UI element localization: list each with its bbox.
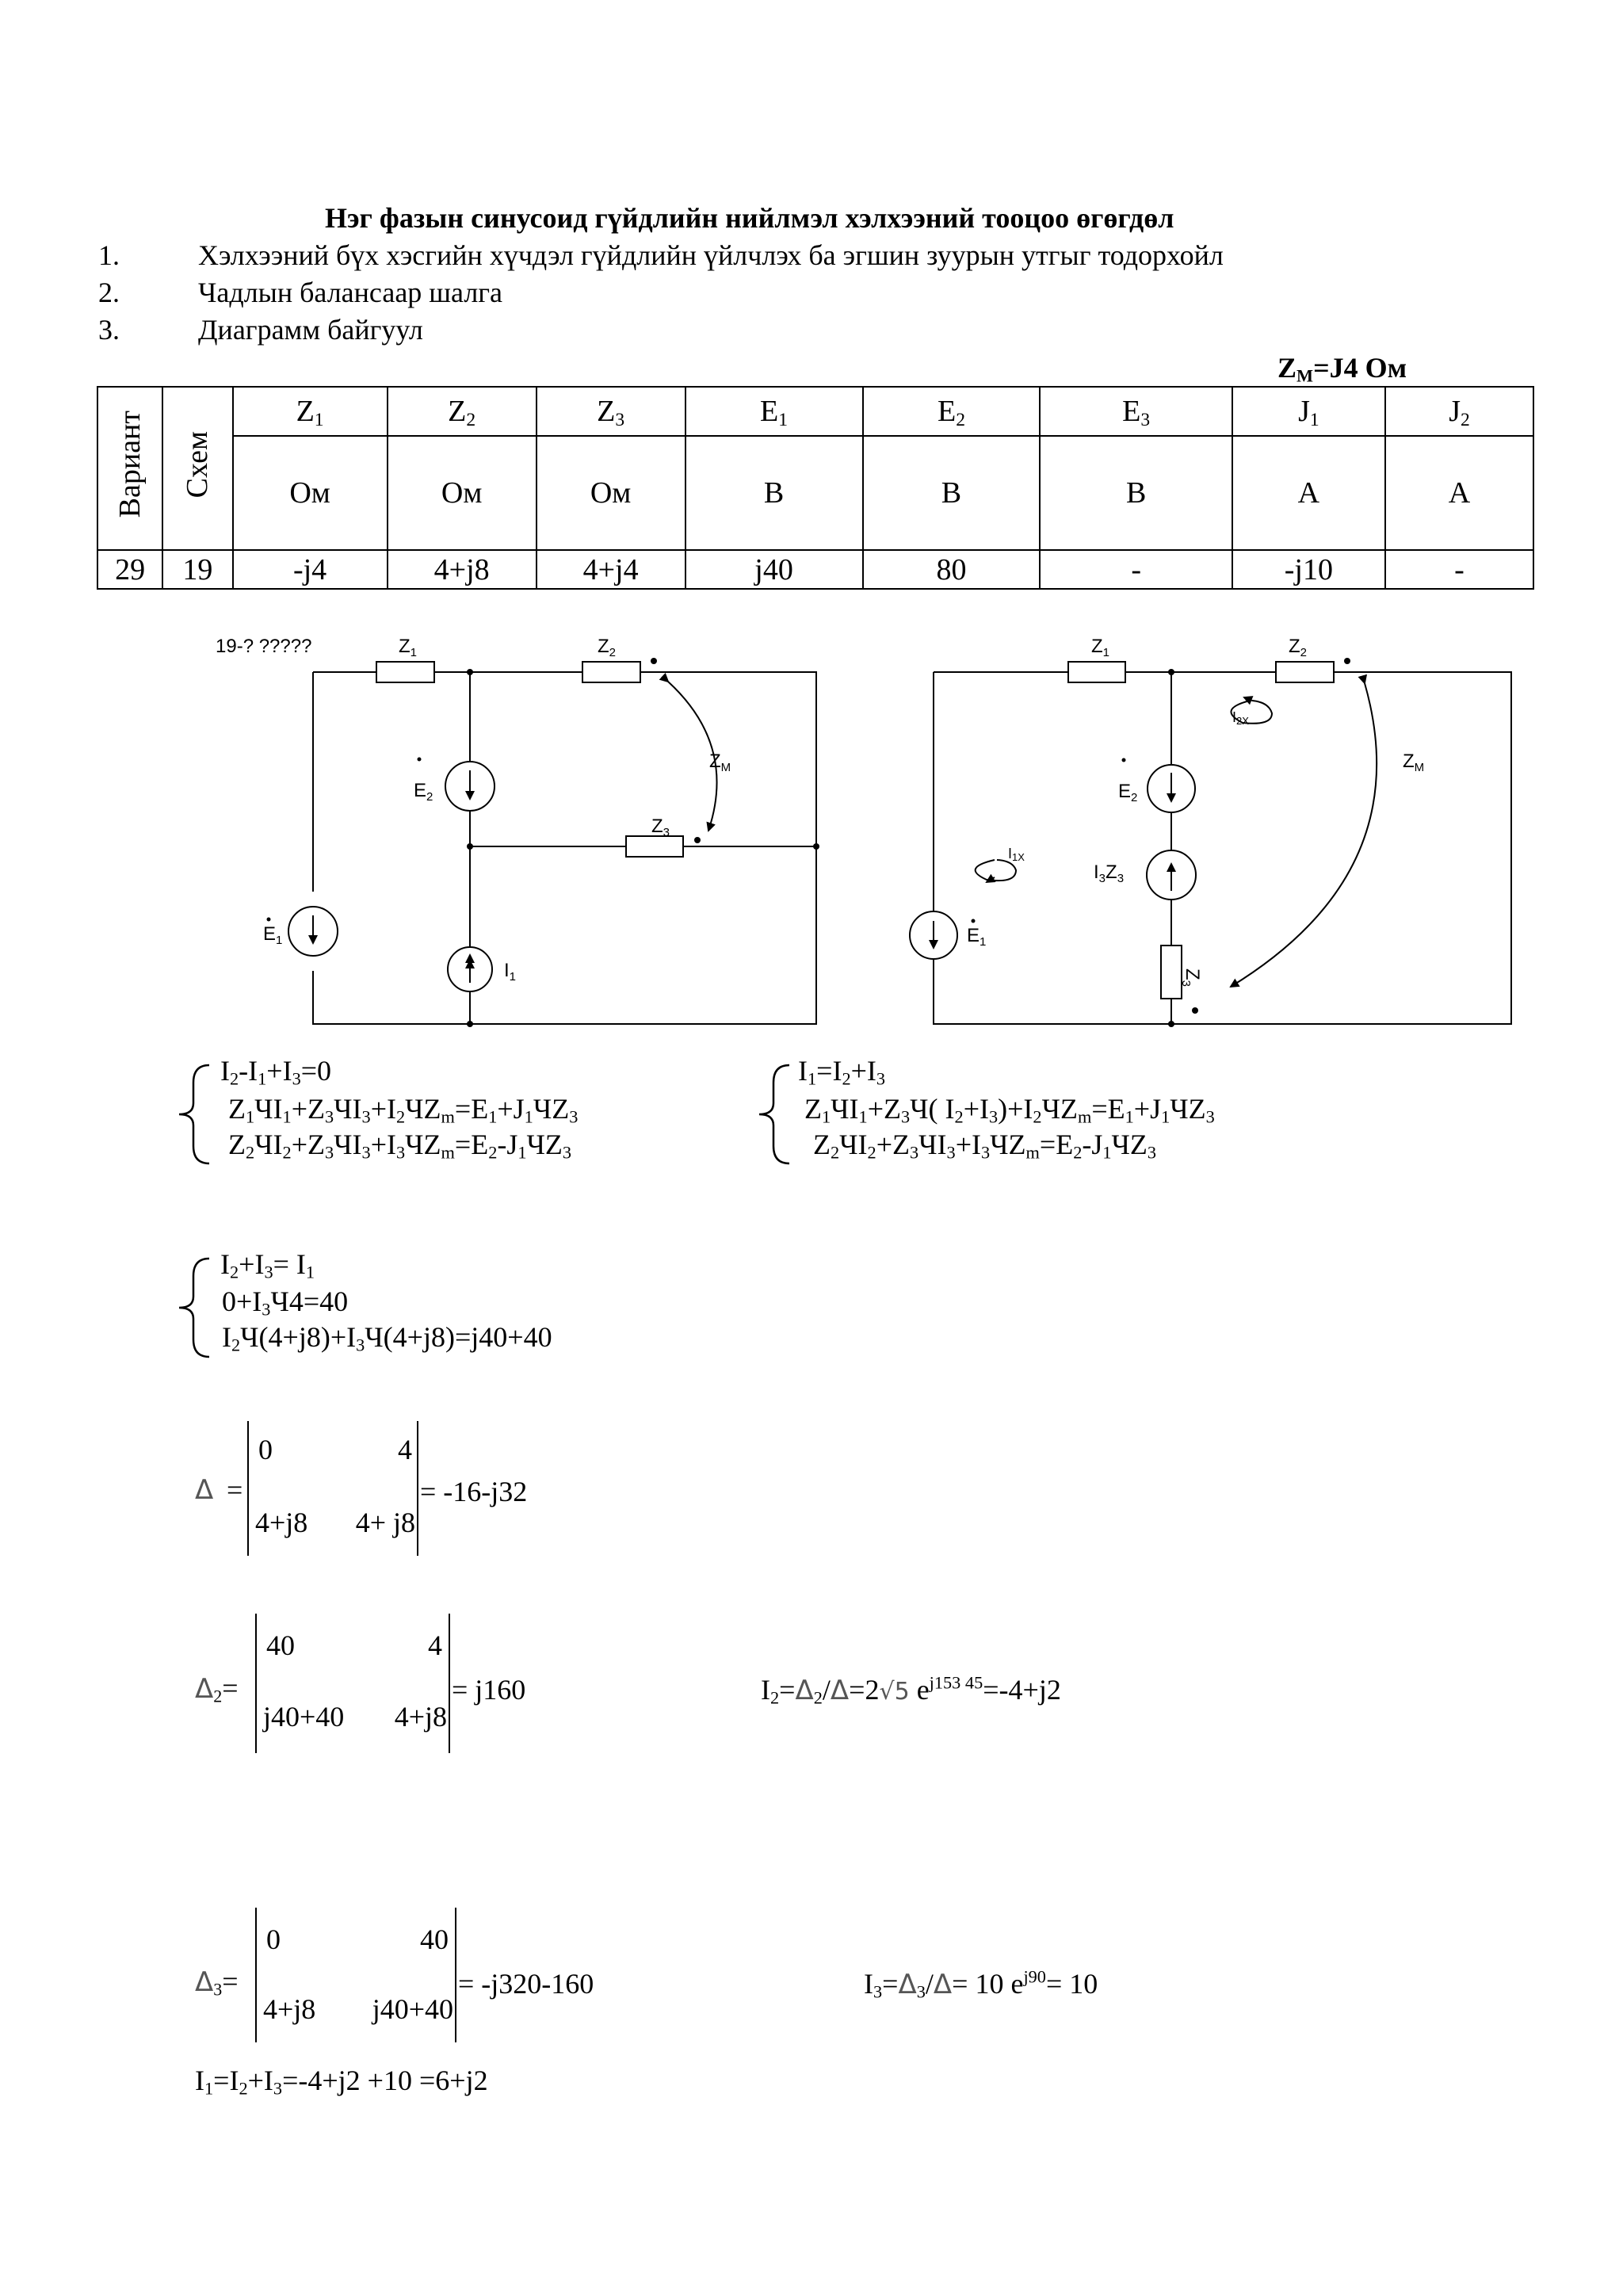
det-cell: 40	[266, 1629, 295, 1661]
delta-symbol: Δ	[195, 1474, 214, 1506]
delta-result: = -16-j32	[420, 1476, 528, 1507]
unit-cell: Ом	[233, 436, 388, 550]
loop-1x-arrow	[976, 860, 1016, 881]
polarity-dot	[694, 837, 701, 843]
node	[813, 843, 819, 850]
node	[1168, 1021, 1174, 1027]
system3-eq2: $0+I_3Ч4=40$	[222, 1286, 349, 1320]
i2-result: $I_2=\Delta_2/\Delta=2√5$ $e^{j153 45}=-4+j2$	[761, 1672, 1061, 1708]
value-cell: 80	[863, 550, 1041, 589]
col-header-e2: $E_2$	[863, 387, 1041, 436]
resistor-z2	[1276, 662, 1334, 682]
resistor-z2	[582, 662, 640, 682]
determinant-delta2	[255, 1614, 450, 1753]
label-i2x: I2X	[1232, 709, 1249, 727]
label-z3: $Z_3$	[651, 816, 670, 839]
node	[1168, 669, 1174, 675]
det-cell: j40+40	[263, 1701, 345, 1733]
value-cell: -j10	[1232, 550, 1385, 589]
unit-cell: А	[1385, 436, 1533, 550]
zm-note: $Z_M=J4$ Ом	[1277, 352, 1407, 386]
task-number-1: 1.	[98, 239, 120, 271]
resistor-z1	[1068, 662, 1125, 682]
circuit2-wires	[934, 672, 1511, 1024]
system3-eq3: $I_2Ч(4+j8)+I_3Ч(4+j8)=j40+40$	[222, 1321, 552, 1355]
table-unit-row	[97, 436, 1533, 550]
label-e2: $E_2$	[414, 780, 433, 804]
label-i1: $I_1$	[504, 960, 517, 984]
unit-cell: В	[863, 436, 1041, 550]
e1-dot	[267, 918, 271, 922]
col-header-z3: $Z_3$	[537, 387, 685, 436]
system1-eq2: $Z_1ЧI_1+Z_3ЧI_3+I_2ЧZ_m=E_1+J_1ЧZ_3$	[228, 1093, 579, 1127]
e2-dot	[1122, 758, 1126, 762]
table-header-row	[97, 387, 1533, 436]
variant-value: 29	[97, 550, 162, 589]
value-cell: 4+j4	[537, 550, 685, 589]
value-cell: -j4	[233, 550, 388, 589]
polarity-dot	[651, 658, 657, 664]
header-scheme: Схем	[162, 387, 232, 550]
circuit-2	[910, 636, 1511, 1027]
label-z1: $Z_1$	[399, 636, 418, 659]
system1-eq3: $Z_2ЧI_2+Z_3ЧI_3+I_3ЧZ_m=E_2-J_1ЧZ_3$	[228, 1129, 572, 1163]
parameters-table	[97, 386, 1534, 590]
unit-cell: Ом	[388, 436, 537, 550]
label-zm: $Z_M$	[1403, 751, 1425, 774]
label-i1x: I1X	[1008, 846, 1025, 863]
label-z2: $Z_2$	[598, 636, 617, 659]
resistor-z3	[626, 836, 683, 857]
det-cell: 40	[420, 1924, 449, 1955]
det-cell: 4	[428, 1629, 442, 1661]
det-cell: 4+j8	[255, 1507, 308, 1538]
node	[467, 1021, 473, 1027]
table-value-row	[97, 550, 1533, 589]
resistor-z1	[376, 662, 434, 682]
unit-cell: В	[685, 436, 863, 550]
determinant-delta3	[255, 1908, 456, 2042]
value-cell: -	[1385, 550, 1533, 589]
node	[467, 843, 473, 850]
e2-dot	[418, 758, 422, 762]
label-e2: $E_2$	[1118, 781, 1138, 804]
det-cell: j40+40	[372, 1993, 453, 2025]
task-text-1: Хэлхээний бүх хэсгийн хүчдэл гүйдлийн үйлчлэх ба эгшин зуурын утгыг тодорхойл	[198, 239, 1224, 271]
label-z3: $Z_3$	[1179, 968, 1203, 988]
circuit1-wires	[313, 672, 816, 1024]
value-cell: -	[1040, 550, 1232, 589]
scheme-value: 19	[162, 550, 232, 589]
system1-eq1: $I_2-I_1+I_3=0$	[220, 1055, 332, 1089]
determinant-delta	[247, 1421, 418, 1556]
det-cell: 4+ j8	[355, 1507, 415, 1538]
det-cell: 0	[258, 1434, 273, 1465]
label-z2: $Z_2$	[1289, 636, 1308, 659]
delta-equals: =	[227, 1474, 243, 1506]
task-text-3: Диаграмм байгуул	[198, 314, 423, 346]
resistor-z3	[1161, 946, 1182, 999]
col-header-e1: $E_1$	[685, 387, 863, 436]
col-header-j2: $J_2$	[1385, 387, 1533, 436]
mutual-coupling-arrow	[1231, 683, 1377, 987]
det-cell: 0	[266, 1924, 281, 1955]
label-i3z3: $I_3Z_3$	[1094, 861, 1125, 885]
det-cell: 4+j8	[263, 1993, 316, 2025]
i3-result: $I_3=\Delta_3/\Delta= 10$ $e^{j90}= 10$	[864, 1966, 1098, 2002]
system2-eq3: $Z_2ЧI_2+Z_3ЧI_3+I_3ЧZ_m=E_2-J_1ЧZ_3$	[813, 1129, 1157, 1163]
circuit-1	[216, 636, 819, 1027]
col-header-z2: $Z_2$	[388, 387, 537, 436]
col-header-j1: $J_1$	[1232, 387, 1385, 436]
delta2-label: $\Delta_2=$	[195, 1672, 239, 1706]
label-e1: $E_1$	[967, 925, 987, 949]
i1-final-result: $I_1=I_2+I_3=-4+j2 +10 =6+j2$	[195, 2065, 488, 2099]
label-e1: $E_1$	[263, 923, 283, 947]
delta2-result: = j160	[452, 1674, 526, 1706]
e1-dot	[972, 919, 976, 923]
circuit1-branch-wires	[470, 672, 816, 1024]
task-number-2: 2.	[98, 277, 120, 308]
unit-cell: В	[1040, 436, 1232, 550]
value-cell: j40	[685, 550, 863, 589]
value-cell: 4+j8	[388, 550, 537, 589]
brace-system-2	[756, 1059, 792, 1170]
node	[467, 669, 473, 675]
unit-cell: А	[1232, 436, 1385, 550]
loop-2x-arrowhead	[1244, 697, 1252, 701]
system3-eq1: $I_2+I_3= I_1$	[220, 1248, 315, 1282]
page-title: Нэг фазын синусоид гүйдлийн нийлмэл хэлхээний тооцоо өгөгдөл	[325, 202, 1174, 234]
polarity-dot	[1192, 1007, 1198, 1014]
label-z1: $Z_1$	[1091, 636, 1110, 659]
unit-cell: Ом	[537, 436, 685, 550]
brace-system-1	[176, 1059, 212, 1170]
circuit1-caption: 19-? ?????	[216, 636, 312, 657]
delta3-label: $\Delta_3=$	[195, 1966, 239, 2000]
col-header-e3: $E_3$	[1040, 387, 1232, 436]
brace-system-3	[176, 1252, 212, 1363]
task-number-3: 3.	[98, 314, 120, 346]
polarity-dot	[1344, 658, 1350, 664]
det-cell: 4+j8	[394, 1701, 447, 1733]
delta3-result: = -j320-160	[458, 1968, 594, 2000]
system2-eq1: $I_1=I_2+I_3$	[798, 1055, 886, 1089]
label-zm: $Z_M$	[709, 751, 731, 774]
det-cell: 4	[398, 1434, 412, 1465]
system2-eq2: $Z_1ЧI_1+Z_3Ч$( $I_2+I_3)+I_2ЧZ_m=E_1+J_1ЧZ_3$	[804, 1093, 1215, 1127]
task-text-2: Чадлын балансаар шалга	[198, 277, 503, 308]
col-header-z1: $Z_1$	[233, 387, 388, 436]
circuit-diagrams	[0, 618, 1623, 1046]
header-variant: Вариант	[97, 387, 162, 550]
